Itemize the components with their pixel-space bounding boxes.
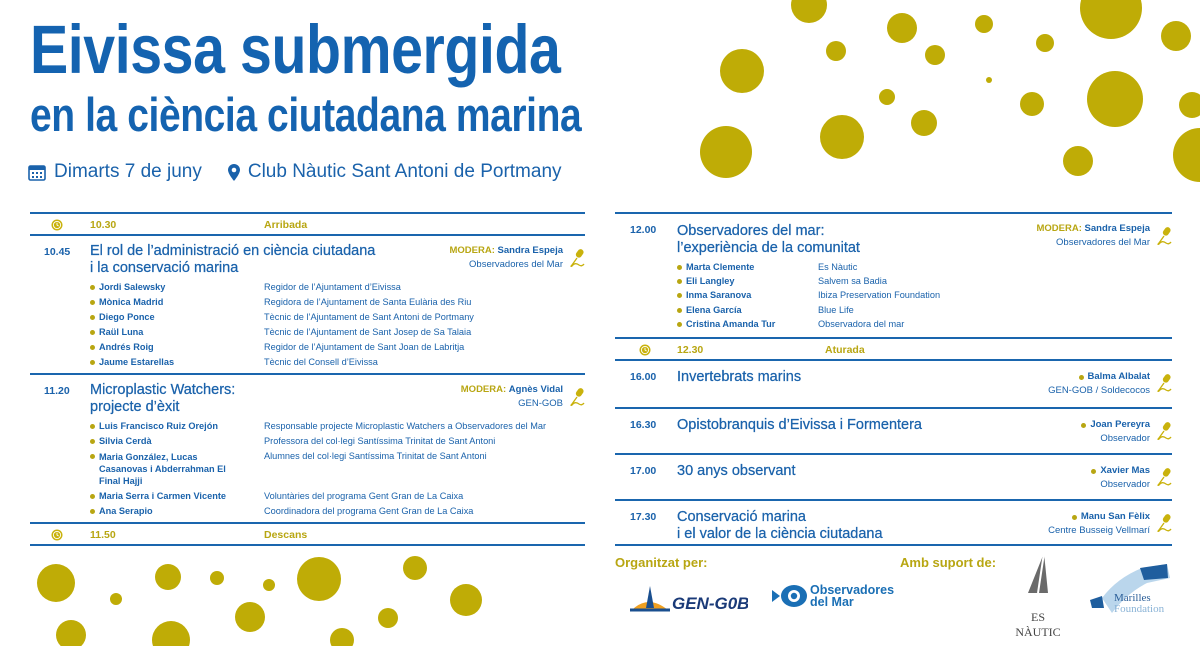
talk-speaker-org: Observador xyxy=(1100,433,1150,445)
decorative-dot xyxy=(110,593,122,605)
decorative-dot xyxy=(210,571,224,585)
speaker-row xyxy=(90,325,585,340)
decorative-dot xyxy=(826,41,846,61)
decorative-dot xyxy=(1020,92,1044,116)
event-meta xyxy=(28,161,562,183)
break-time: 10.30 xyxy=(90,219,117,231)
session-time: 12.00 xyxy=(630,224,657,236)
decorative-dot xyxy=(330,628,354,646)
speaker-role: Coordinadora del programa Gent Gran de La Caixa xyxy=(264,506,474,516)
microphone-icon xyxy=(1156,226,1172,251)
speaker-role: Regidora de l’Ajuntament de Santa Eulària des Riu xyxy=(264,297,472,307)
talk-speaker-org: Observador xyxy=(1100,479,1150,491)
decorative-dot xyxy=(152,621,190,646)
moderator-line xyxy=(1036,222,1150,236)
speaker-name: Inma Saranova xyxy=(677,288,818,302)
speaker-list xyxy=(90,280,585,370)
speaker-row xyxy=(90,280,585,295)
session-title-line: El rol de l’administració en ciència ciutadana xyxy=(90,243,376,259)
talk-title xyxy=(677,463,796,480)
break-label: Descans xyxy=(264,529,308,541)
speaker-row xyxy=(90,355,585,370)
talk-row xyxy=(615,453,1172,499)
session-block xyxy=(615,212,1172,337)
decorative-dot xyxy=(1063,146,1093,176)
decorative-dot xyxy=(887,13,917,43)
marilles-foundation-logo: Marilles Foundation xyxy=(1082,558,1177,628)
microphone-icon xyxy=(1156,373,1172,398)
moderator-name: Sandra Espeja xyxy=(497,245,563,256)
moderator-line xyxy=(449,244,563,258)
moderator xyxy=(1036,222,1150,250)
moderator xyxy=(449,244,563,272)
talk-time: 16.00 xyxy=(630,371,657,384)
speaker-role: Tècnic de l’Ajuntament de Sant Antoni de Portmany xyxy=(264,312,474,322)
speaker-name: Diego Ponce xyxy=(90,310,264,325)
talk-row xyxy=(615,407,1172,453)
session-block xyxy=(30,236,585,373)
speaker-role: Blue Life xyxy=(818,304,854,315)
microphone-icon xyxy=(569,248,585,273)
session-title-line: Microplastic Watchers: xyxy=(90,382,236,398)
organized-by-label: Organitzat per: xyxy=(615,555,708,570)
talk-speaker-name: Manu San Fèlix xyxy=(1072,511,1150,522)
talk-time: 17.30 xyxy=(630,511,657,524)
observadores-del-mar-logo: Observadores del Mar xyxy=(772,583,894,609)
speaker-list xyxy=(677,260,1172,331)
title-line-2: en la ciència ciutadana marina xyxy=(30,88,582,141)
speaker-line xyxy=(1081,418,1150,432)
speaker-role: Voluntàries del programa Gent Gran de La Caixa xyxy=(264,491,464,501)
session-title-line: projecte d’èxit xyxy=(90,399,180,415)
title-line-1: Eivissa submergida xyxy=(30,11,561,88)
speaker-name: Raül Luna xyxy=(90,325,264,340)
break-label: Arribada xyxy=(264,219,308,231)
clock-icon xyxy=(51,219,63,234)
speaker-name: Marta Clemente xyxy=(677,260,818,274)
speaker-line xyxy=(1048,510,1150,524)
microphone-icon xyxy=(1156,513,1172,538)
speaker-row xyxy=(677,260,1172,274)
decorative-dot xyxy=(235,602,265,632)
speaker-row xyxy=(677,303,1172,317)
support-label: Amb suport de: xyxy=(900,555,997,570)
speaker-row xyxy=(90,504,585,519)
break-label: Aturada xyxy=(825,344,865,357)
moderator-org: Observadores del Mar xyxy=(1056,237,1150,248)
speaker-row xyxy=(90,419,585,434)
decorative-dot xyxy=(1087,71,1143,127)
talk-title-line: i el valor de la ciència ciutadana xyxy=(677,526,883,543)
session-title-line: l’experiència de la comunitat xyxy=(677,240,860,256)
svg-text:GEN-G0B: GEN-G0B xyxy=(672,594,748,613)
talk-speaker xyxy=(1091,464,1150,492)
talk-time: 16.30 xyxy=(630,419,657,432)
event-date: Dimarts 7 de juny xyxy=(54,161,202,182)
microphone-icon xyxy=(1156,421,1172,446)
speaker-name: Eli Langley xyxy=(677,274,818,288)
speaker-row xyxy=(90,310,585,325)
moderator-label: MODERA: xyxy=(449,245,495,256)
session-time: 11.20 xyxy=(44,385,70,397)
moderator-org: GEN-GOB xyxy=(518,398,563,409)
speaker-role: Responsable projecte Microplastic Watchers a Observadores del Mar xyxy=(264,421,547,431)
decorative-dot xyxy=(1036,34,1054,52)
decorative-dot xyxy=(297,557,341,601)
session-title-line: i la conservació marina xyxy=(90,260,239,276)
talk-speaker-org: Centre Busseig Vellmarí xyxy=(1048,525,1150,537)
speaker-role: Professora del col·legi Santíssima Trinitat de Sant Antoni xyxy=(264,436,496,446)
break-time: 12.30 xyxy=(677,344,704,357)
gen-gob-logo xyxy=(628,580,748,620)
speaker-name: Cristina Amanda Tur xyxy=(677,317,818,331)
decorative-dot xyxy=(155,564,181,590)
schedule-afternoon xyxy=(615,212,1172,546)
talk-speaker-name: Xavier Mas xyxy=(1091,465,1150,476)
decorative-dot xyxy=(450,584,482,616)
speaker-role: Observadora del mar xyxy=(818,318,905,329)
talk-row xyxy=(615,499,1172,546)
speaker-row xyxy=(90,449,585,489)
speaker-name: Elena García xyxy=(677,303,818,317)
talk-title xyxy=(677,369,801,386)
decorative-dot xyxy=(820,115,864,159)
speaker-role: Salvem sa Badia xyxy=(818,276,887,287)
event-location xyxy=(228,161,562,183)
speaker-line xyxy=(1048,370,1150,384)
speaker-name: Jordi Salewsky xyxy=(90,280,264,295)
talk-title xyxy=(677,509,883,543)
decorative-dot xyxy=(986,77,992,83)
moderator-label: MODERA: xyxy=(460,384,507,395)
decorative-dot xyxy=(925,45,945,65)
speaker-row xyxy=(677,288,1172,302)
session-title-line: Observadores del mar: xyxy=(677,223,825,239)
decorative-dot xyxy=(879,89,895,105)
break-row xyxy=(30,212,585,236)
speaker-role: Regidor de l’Ajuntament de Sant Joan de Labritja xyxy=(264,342,465,352)
microphone-icon xyxy=(1156,467,1172,492)
speaker-role: Tècnic de l’Ajuntament de Sant Josep de Sa Talaia xyxy=(264,327,472,337)
speaker-role: Ibiza Preservation Foundation xyxy=(818,290,941,301)
decorative-dot xyxy=(1173,128,1200,182)
speaker-row xyxy=(677,274,1172,288)
talk-speaker-name: Joan Pereyra xyxy=(1081,419,1150,430)
schedule-morning xyxy=(30,212,585,546)
speaker-row xyxy=(677,317,1172,331)
speaker-role: Alumnes del col·legi Santíssima Trinitat de Sant Antoni xyxy=(264,451,487,461)
talk-speaker xyxy=(1081,418,1150,446)
decorative-dot xyxy=(791,0,827,23)
decorative-dot xyxy=(1161,21,1191,51)
decorative-dot xyxy=(378,608,398,628)
speaker-line xyxy=(1091,464,1150,478)
session-time: 10.45 xyxy=(44,246,71,258)
speaker-name: Andrés Roig xyxy=(90,340,264,355)
session-block xyxy=(30,373,585,522)
speaker-role: Tècnic del Consell d’Eivissa xyxy=(264,357,378,367)
moderator-label: MODERA: xyxy=(1036,223,1082,234)
decorative-dot xyxy=(1080,0,1142,39)
speaker-name: Mònica Madrid xyxy=(90,295,264,310)
decorative-dot xyxy=(1179,92,1200,118)
talk-speaker xyxy=(1048,370,1150,398)
speaker-name: Ana Serapio xyxy=(90,504,264,519)
moderator-org: Observadores del Mar xyxy=(469,259,563,270)
talk-time: 17.00 xyxy=(630,465,657,478)
break-time: 11.50 xyxy=(90,529,116,541)
speaker-row xyxy=(90,434,585,449)
talk-speaker xyxy=(1048,510,1150,538)
speaker-name: Luis Francisco Ruiz Orejón xyxy=(90,419,264,434)
talk-title-line: Invertebrats marins xyxy=(677,369,802,386)
moderator xyxy=(461,383,563,411)
speaker-list xyxy=(90,419,585,519)
clock-icon xyxy=(51,529,63,544)
event-location-text: Club Nàutic Sant Antoni de Portmany xyxy=(247,161,562,182)
talk-title-line: Opistobranquis d’Eivissa i Formentera xyxy=(677,417,922,434)
break-row xyxy=(30,522,585,546)
moderator-name: Sandra Espeja xyxy=(1084,223,1150,234)
speaker-role: Regidor de l’Ajuntament d’Eivissa xyxy=(264,282,401,292)
decorative-dot xyxy=(37,564,75,602)
talk-speaker-org: GEN-GOB / Soldecocos xyxy=(1048,385,1150,397)
speaker-row xyxy=(90,489,585,504)
moderator-line xyxy=(461,383,563,397)
talk-row xyxy=(615,361,1172,407)
speaker-row xyxy=(90,295,585,310)
decorative-dot xyxy=(56,620,86,646)
speaker-row xyxy=(90,340,585,355)
map-pin-icon xyxy=(228,164,240,181)
speaker-name: Maria González, Lucas Casanovas i Abderrahman El Final Hajji xyxy=(90,449,245,489)
speaker-name: Jaume Estarellas xyxy=(90,355,264,370)
talk-title xyxy=(677,417,922,434)
clock-icon xyxy=(639,344,651,359)
break-row xyxy=(615,337,1172,361)
decorative-dot xyxy=(700,126,752,178)
talk-title-line: Conservació marina xyxy=(677,509,806,526)
speaker-name: Maria Serra i Carmen Vicente xyxy=(90,489,264,504)
talk-title-line: 30 anys observant xyxy=(677,463,796,480)
speaker-name: Silvia Cerdà xyxy=(90,434,264,449)
decorative-dot xyxy=(403,556,427,580)
speaker-role: Es Nàutic xyxy=(818,262,858,272)
microphone-icon xyxy=(569,387,585,412)
decorative-dot xyxy=(911,110,937,136)
decorative-dot xyxy=(720,49,764,93)
decorative-dot xyxy=(263,579,275,591)
es-nautic-logo: ES NÀUTIC xyxy=(1008,553,1068,640)
moderator-name: Agnès Vidal xyxy=(508,384,563,395)
talk-speaker-name: Balma Albalat xyxy=(1079,371,1150,382)
calendar-icon xyxy=(28,164,46,181)
decorative-dot xyxy=(975,15,993,33)
